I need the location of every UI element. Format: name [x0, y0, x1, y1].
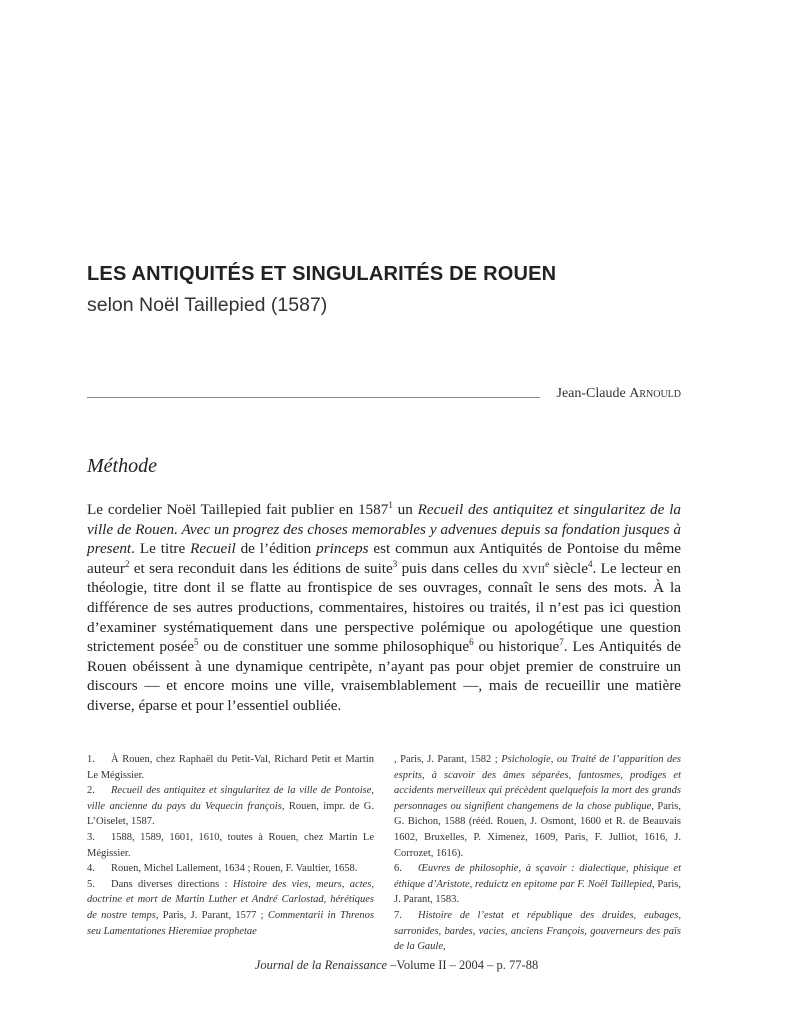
- footnote-ref: 5: [193, 637, 199, 648]
- article-subtitle: selon Noël Taillepied (1587): [87, 294, 328, 316]
- footnote-6: [394, 861, 681, 908]
- footnotes-left-column: [87, 752, 374, 939]
- body-run: et sera reconduit dans les éditions de suite: [129, 559, 393, 577]
- footnote-text: , Rouen, impr. de G. L’Oiselet, 1587.: [87, 800, 374, 828]
- footnote-ref: 3: [392, 558, 398, 569]
- section-title: Méthode: [87, 455, 157, 477]
- footnote-text: Dans diverses directions :: [111, 878, 233, 890]
- body-run: de l’édition: [235, 540, 317, 558]
- footnote-1: [87, 752, 374, 783]
- body-run: est commun aux Antiquités de Pontoise du même auteur: [87, 540, 682, 577]
- footnote-ref: 7: [559, 637, 564, 648]
- footnote-ref: 2: [124, 558, 130, 569]
- article-title: LES ANTIQUITÉS ET SINGULARITÉS DE ROUEN: [87, 263, 557, 285]
- footnote-number: 3.: [87, 831, 95, 843]
- footnote-italic: Histoire des vies, meurs, actes, doctrine et mort de Martin Luther et André Carlostad, hérétiques de nostre temps: [87, 878, 374, 921]
- footnote-number: 6.: [394, 863, 402, 875]
- footnotes-right-column: [394, 752, 681, 955]
- footnote-5-start: [87, 877, 374, 939]
- footnote-text: , Paris, G. Bichon, 1588 (rééd. Rouen, J. Osmont, 1600 et R. de Beauvais 1602, Bruxelles, P. Ximenez, 1609, Paris, F. Julliot, 1616, J. Corrozet, 1616).: [394, 800, 682, 859]
- body-run: . Le titre: [131, 540, 191, 558]
- footnote-7: [394, 908, 681, 955]
- author-first-name: Jean-Claude: [556, 386, 626, 401]
- footnote-number: 1.: [87, 754, 95, 765]
- footnote-2: [87, 783, 374, 830]
- footnote-text: 1588, 1589, 1601, 1610, toutes à Rouen, chez Martin Le Mégissier.: [87, 831, 374, 859]
- body-italic: Recueil: [190, 540, 236, 558]
- author-last-name: Arnould: [629, 386, 681, 401]
- body-italic: princeps: [316, 540, 369, 558]
- journal-name: Journal de la Renaissance: [254, 958, 388, 972]
- body-run: siècle: [549, 559, 589, 577]
- footnote-text: Rouen, Michel Lallement, 1634 ; Rouen, F. Vaultier, 1658.: [111, 863, 358, 875]
- body-run: ou de constituer une somme philosophique: [198, 638, 470, 656]
- century-numeral: xvii: [521, 559, 546, 577]
- footnote-number: 2.: [87, 785, 95, 797]
- footnote-number: 4.: [87, 863, 95, 875]
- footnote-text: , Paris, J. Parant, 1577 ;: [155, 909, 268, 921]
- footnote-number: 7.: [394, 909, 402, 921]
- footnote-text: , Paris, J. Parant, 1582 ;: [394, 754, 502, 765]
- author-name: [557, 386, 681, 402]
- body-run: ou historique: [473, 638, 560, 656]
- page-footer: [0, 958, 793, 973]
- body-run: un: [392, 501, 418, 518]
- footnote-italic: Recueil des antiquitez et singularitez de la ville de Pontoise, ville ancienne du pays du Vequecin françois: [87, 785, 374, 812]
- footnote-italic: Psichologie, ou Traité de l’apparition des esprits, à scavoir des âmes séparées, fantosmes, prodiges et accidents merveilleux qui précèdent quelquefois la mort des grands personnages ou signifient changemens de la chose publique: [394, 754, 682, 812]
- footnote-ref: 6: [469, 637, 474, 648]
- body-paragraph: [87, 500, 681, 716]
- body-run: . Les Antiquités de Rouen obéissent à une dynamique centripète, n’ayant pas pour objet premier de construire un discours — et encore moins une ville, vraisemblablement —, mais de recueillir une matière diverse, éparse et pour l’essentiel oubliée.: [87, 638, 681, 714]
- footnote-5-cont: [394, 752, 681, 861]
- author-rule: [87, 397, 540, 398]
- superscript: e: [545, 558, 550, 569]
- footnote-ref: 4: [588, 558, 593, 569]
- footnote-4: [87, 861, 374, 877]
- footnote-italic: Histoire de l’estat et république des druides, eubages, sarronides, bardes, vacies, anciens François, gouverneurs des païs de la Gaule,: [394, 909, 681, 953]
- body-run: . Le lecteur en théologie, titre dont il se flatte au frontispice de ses ouvrages, connaît le sens des mots. À la différence de ses autres productions, commentaires, histoires ou traités, il n’est pas ici question d’examiner systématiquement dans une perspective polémique ou apologétique une question strictement posée: [87, 559, 681, 656]
- footnote-text: À Rouen, chez Raphaël du Petit-Val, Richard Petit et Martin Le Mégissier.: [87, 754, 374, 781]
- footnote-text: , Paris, J. Parant, 1583.: [394, 878, 681, 906]
- journal-volume-pages: –Volume II – 2004 – p. 77-88: [387, 958, 539, 972]
- footnote-italic: Commentarii in Threnos seu Lamentationes Hieremiae prophetae: [87, 909, 374, 937]
- footnote-number: 5.: [87, 878, 95, 890]
- footnote-ref: 1: [388, 499, 393, 510]
- footnote-3: [87, 830, 374, 861]
- footnote-italic: Œuvres de philosophie, à sçavoir : dialectique, phisique et éthique d’Aristote, reduictz en epitome par F. Noël Taillepied: [394, 863, 681, 890]
- body-run: puis dans celles du: [397, 559, 522, 577]
- body-run: Le cordelier Noël Taillepied fait publier en 1587: [87, 501, 389, 518]
- body-italic: Recueil des antiquitez et singularitez de la ville de Rouen. Avec un progrez des choses memorables y advenues depuis sa fondation jusques à present: [87, 501, 682, 558]
